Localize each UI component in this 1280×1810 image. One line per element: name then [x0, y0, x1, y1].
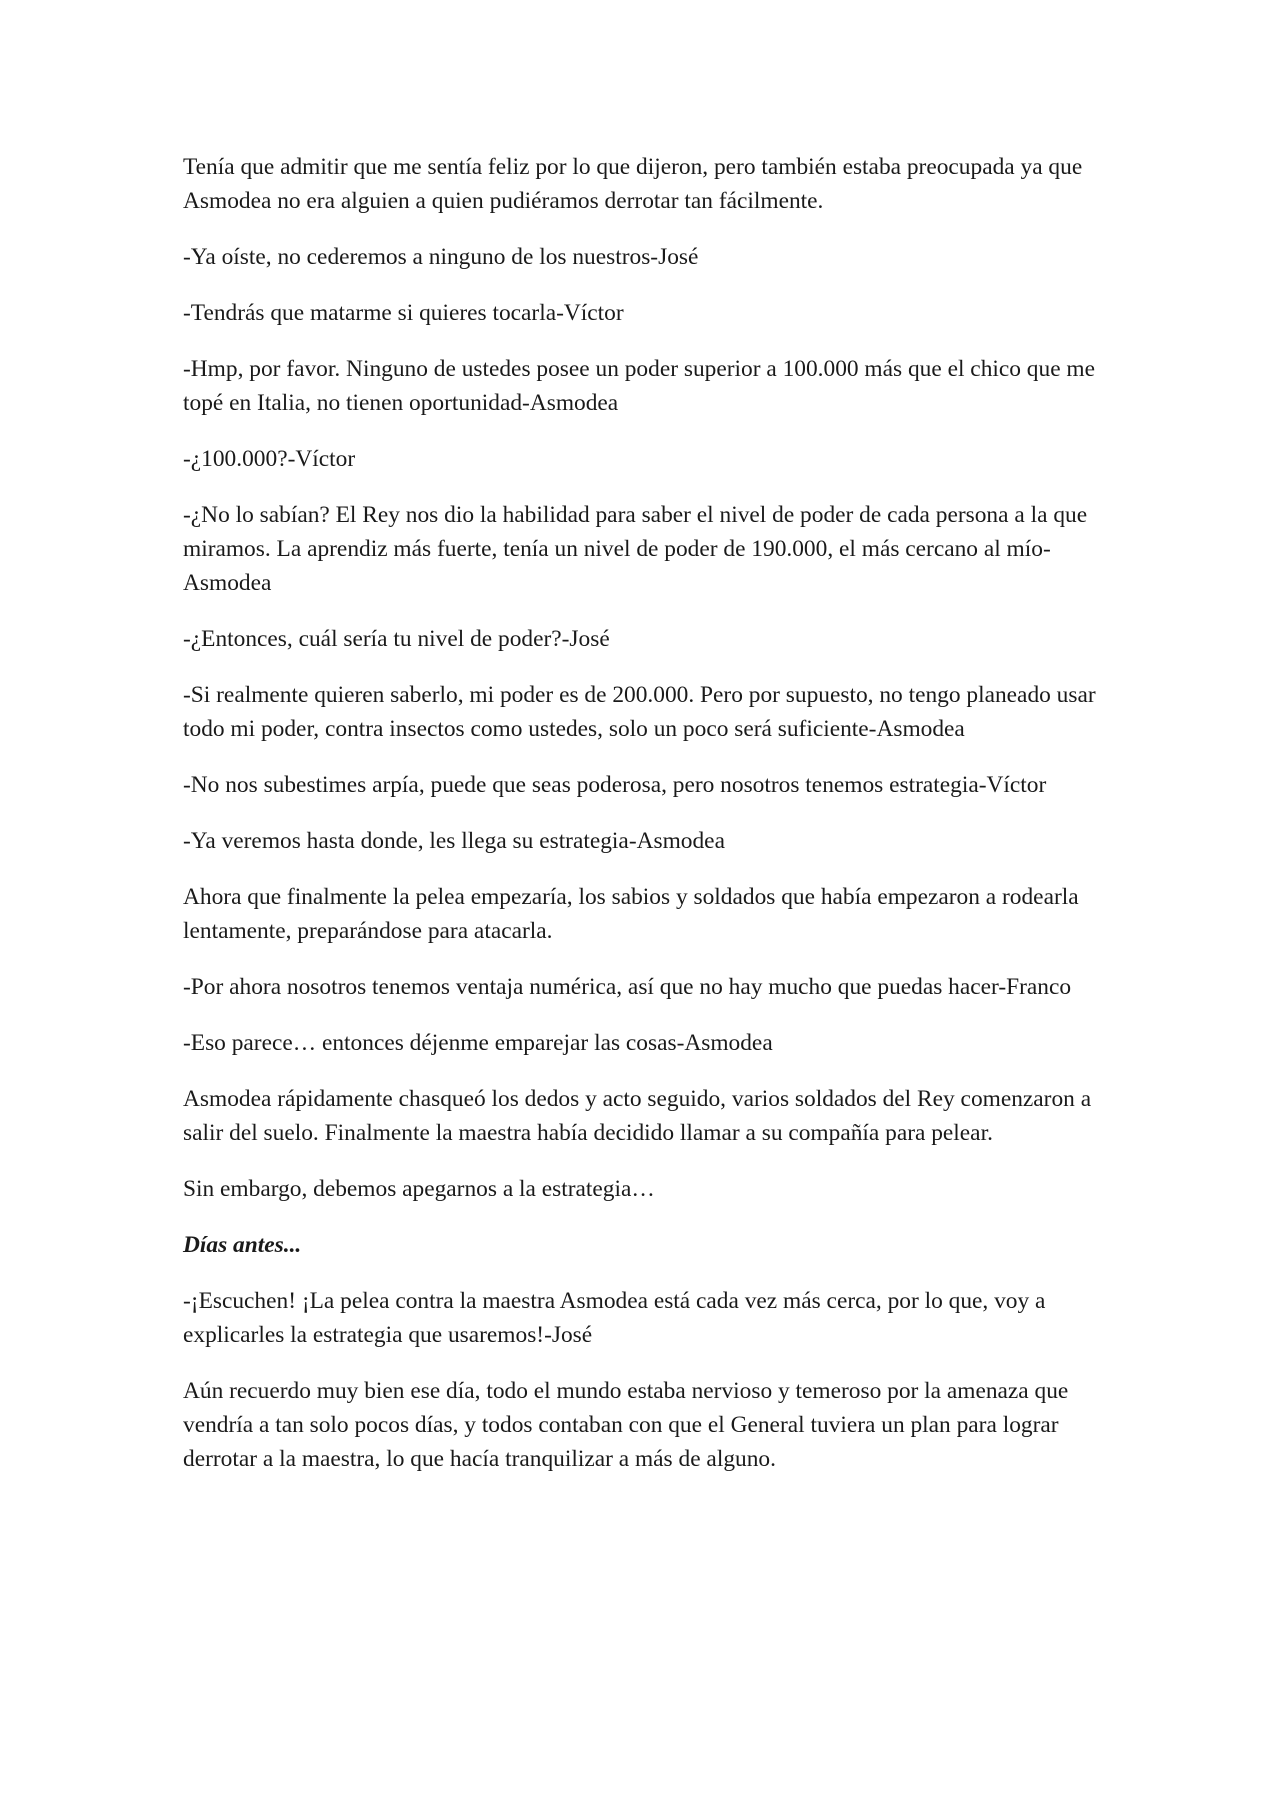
paragraph: -Si realmente quieren saberlo, mi poder es de 200.000. Pero por supuesto, no tengo planeado usar todo mi poder, contra insectos como ustedes, solo un poco será suficiente-Asmodea — [183, 682, 1096, 742]
paragraph: Ahora que finalmente la pelea empezaría, los sabios y soldados que había empezaron a rodearla lentamente, preparándose para atacarla. — [183, 884, 1079, 944]
paragraph: Sin embargo, debemos apegarnos a la estrategia… — [183, 1176, 655, 1202]
paragraph: Asmodea rápidamente chasqueó los dedos y acto seguido, varios soldados del Rey comenzaron a salir del suelo. Finalmente la maestra había decidido llamar a su compañía para pelear. — [183, 1086, 1092, 1146]
paragraph: -Hmp, por favor. Ninguno de ustedes posee un poder superior a 100.000 más que el chico que me topé en Italia, no tienen oportunidad-Asmodea — [183, 356, 1096, 416]
paragraph: Aún recuerdo muy bien ese día, todo el mundo estaba nervioso y temeroso por la amenaza que vendría a tan solo pocos días, y todos contaban con que el General tuviera un plan para lograr derrotar a la maestra, lo que hacía tranquilizar a más de alguno. — [183, 1378, 1069, 1472]
paragraph: -Ya veremos hasta donde, les llega su estrategia-Asmodea — [183, 828, 725, 854]
paragraph: -Eso parece… entonces déjenme emparejar las cosas-Asmodea — [183, 1030, 773, 1056]
paragraph: -¿100.000?-Víctor — [183, 446, 356, 472]
paragraph: -Tendrás que matarme si quieres tocarla-Víctor — [183, 300, 624, 326]
paragraph: -¡Escuchen! ¡La pelea contra la maestra Asmodea está cada vez más cerca, por lo que, voy a explicarles la estrategia que usaremos!-José — [183, 1288, 1046, 1348]
section-heading: Días antes... — [183, 1232, 302, 1258]
paragraph: -Ya oíste, no cederemos a ninguno de los nuestros-José — [183, 244, 699, 270]
paragraph: -¿No lo sabían? El Rey nos dio la habilidad para saber el nivel de poder de cada persona a la que miramos. La aprendiz más fuerte, tenía un nivel de poder de 190.000, el más cercano al mío-Asmodea — [183, 502, 1088, 596]
paragraph: -No nos subestimes arpía, puede que seas poderosa, pero nosotros tenemos estrategia-Víctor — [183, 772, 1047, 798]
paragraph: Tenía que admitir que me sentía feliz por lo que dijeron, pero también estaba preocupada ya que Asmodea no era alguien a quien pudiéramos derrotar tan fácilmente. — [183, 154, 1083, 214]
paragraph: -¿Entonces, cuál sería tu nivel de poder?-José — [183, 626, 610, 652]
paragraph: -Por ahora nosotros tenemos ventaja numérica, así que no hay mucho que puedas hacer-Franco — [183, 974, 1072, 1000]
